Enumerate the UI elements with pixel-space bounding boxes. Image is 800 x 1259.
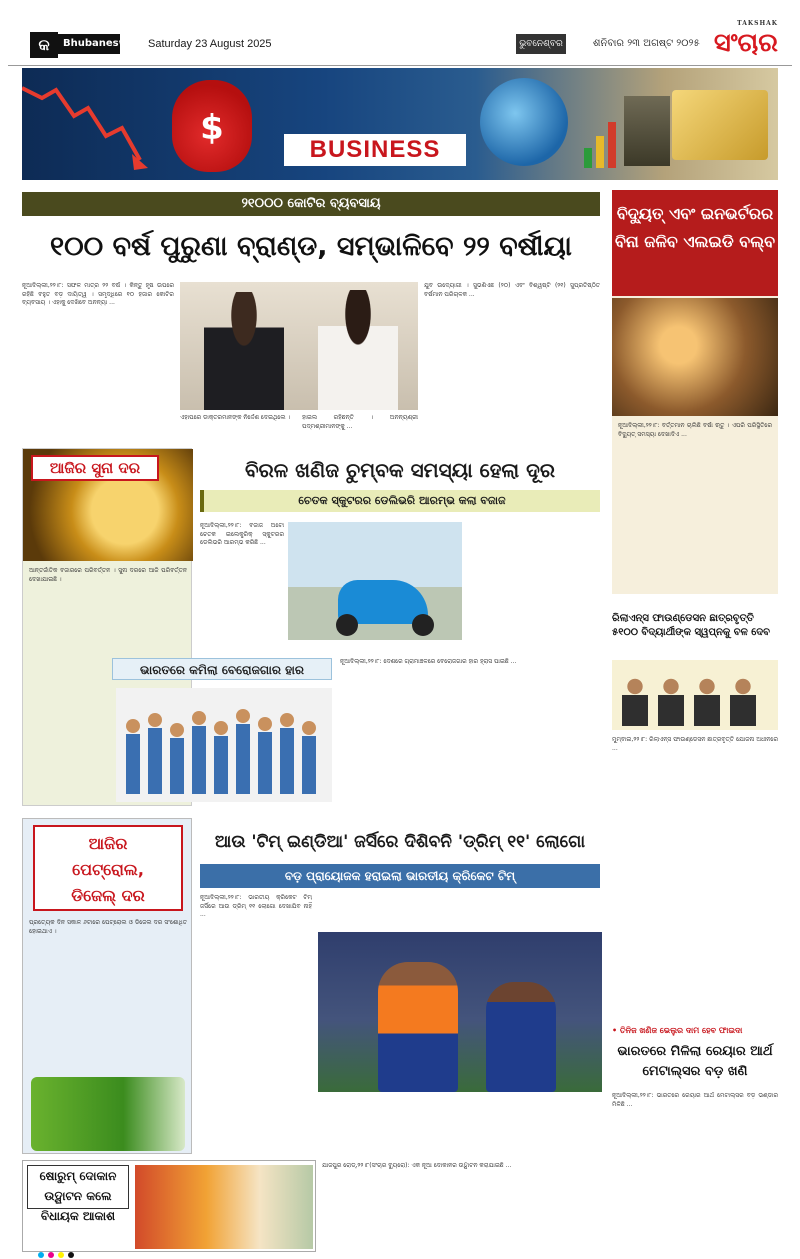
jobs-article-headline: ଭାରତରେ କମିଲା ବେରୋଜଗାର ହାର — [112, 658, 332, 680]
main-article-col-2: ଯୁବ ଉଦ୍ୟୋଗୀ । ସୁଭଶିଏଛ (୨୦) ଏବଂ ବିଶ୍ୱଷ୍ଟି (୨୧) ସୁପ୍ରତିଷ୍ଠିତ ବର୍ଷମାନ ପରିଚାଳକ ... — [424, 282, 600, 298]
led-bulb-title: ବିଦ୍ୟୁତ୍ ଏବଂ ଇନଭର୍ଟରର ବିନା ଜଳିବ ଏଲଇଡି ବଲ୍ବ — [612, 190, 778, 296]
led-bulb-body: ନୂଆଦିଲ୍ଲୀ,୨୨।୮: ବର୍ତ୍ତମାନ ଚାଲିଛି ବର୍ଷା ଋତୁ । ଏପରି ପରିସ୍ଥିତିରେ ବିଦ୍ୟୁତ୍ ସମସ୍ୟା ଦେଖାଦିଏ ... — [618, 422, 772, 438]
petrol-price-box — [22, 818, 192, 1154]
cricket-article-kicker: ବଡ଼ ପ୍ରାୟୋଜକ ହରାଇଲା ଭାରତୀୟ କ୍ରିକେଟ ଟିମ୍ — [200, 864, 600, 888]
scholarship-students-photo — [612, 660, 778, 730]
registration-mark-cyan — [38, 1252, 44, 1258]
person-photo-left — [204, 292, 284, 410]
magnet-article-headline: ବିରଳ ଖଣିଜ ଚୁମ୍ବକ ସମସ୍ୟା ହେଲା ଦୂର — [244, 458, 555, 482]
rare-earth-kicker: • ତିନିଜ ଖଣିଜ ଭେଲୁର ଦାମ ହେବ ଫାଇଦା — [612, 1026, 743, 1035]
petrol-price-body: ପ୍ରତ୍ୟେକ ଦିନ ସକାଳ ୬ଟାରେ ପେଟ୍ରୋଲ ଓ ଡିଜେଲ ଦର ସଂଶୋଧିତ ହୋଇଥାଏ । — [29, 919, 187, 935]
cash-stack-icon — [624, 96, 670, 166]
crowd-illustration — [116, 688, 332, 802]
magnet-article-col-2 — [466, 522, 600, 646]
fuel-nozzle-photo — [31, 1077, 185, 1151]
cricket-article-col-1: ନୂଆଦିଲ୍ଲୀ,୨୨।୮: ଭାରତୀୟ କ୍ରିକେଟ ଟିମ୍ ଜର୍ସିରେ ଆଉ ଡ୍ରିମ୍ ୧୧ ଲୋଗୋ ଦେଖାଯିବ ନାହିଁ ... — [200, 894, 312, 919]
main-article-kicker: ୨୧୦୦୦ କୋଟିର ବ୍ୟବସାୟ — [22, 192, 600, 216]
gold-price-body: ଆନ୍ତର୍ଜାତିକ ବଜାରରେ ପରିବର୍ତ୍ତନ । ସୁନା ଦରରେ ଆଜି ପରିବର୍ତ୍ତନ ଦେଖାଯାଇଛି । — [29, 567, 187, 583]
dollar-symbol: $ — [200, 108, 224, 148]
petrol-title-line-1: ଆଜିର — [88, 834, 128, 853]
petrol-title-line-3: ଡିଜେଲ୍ ଦର — [71, 886, 145, 905]
cricket-players-photo — [318, 932, 602, 1092]
reliance-article-headline: ରିଲାଏନ୍ସ ଫାଉଣ୍ଡେସନ ଛାତ୍ରବୃତ୍ତି ୫୧୦୦ ବିଦ୍ୟାର୍ଥୀଙ୍କ ସ୍ୱପ୍ନକୁ ବଳ ଦେବ — [612, 613, 770, 638]
student-4 — [730, 674, 756, 726]
scooter-wheel-front — [336, 614, 358, 636]
shop-inauguration-box — [22, 1160, 316, 1252]
student-3 — [694, 674, 720, 726]
city-tag-or: ଭୁବନେଶ୍ବର — [516, 34, 566, 54]
shop-article-body: ଯାଜପୁର ରୋଡ୍,୨୨।୮(ସଂଚାର ବ୍ୟୁରୋ): ଏକ ନୂଆ ଦୋକାନର ଉଦ୍ଘାଟନ କରାଯାଇଛି ... — [322, 1162, 512, 1169]
petrol-title-line-2: ପେଟ୍ରୋଲ, — [72, 860, 144, 879]
magnet-article-kicker: ଚେତକ ସ୍କୁଟରର ଡେଲିଭରି ଆରମ୍ଭ କଲା ବଜାଜ — [200, 490, 600, 512]
main-article-caption-left: ଏହାପରେ ଡାକ୍ତରମାନଙ୍କ ନିର୍ଦ୍ଦେଶ ଦେଇଥିଲେ । — [180, 414, 291, 421]
cricket-article-headline: ଆଉ 'ଟିମ୍ ଇଣ୍ଡିଆ' ଜର୍ସିରେ ଦିଶିବନି 'ଡ୍ରିମ୍ ୧୧' ଲୋଗୋ — [214, 832, 586, 852]
city-tag-en: Bhubaneswar — [58, 34, 120, 54]
rare-earth-body: ନୂଆଦିଲ୍ଲୀ,୨୨।୮: ଭାରତରେ ରେୟାର ଆର୍ଥ ମେଟାଲ୍ସର ବଡ଼ ଭଣ୍ଡାର ମିଳିଛି ... — [612, 1092, 778, 1108]
brand-logo — [713, 20, 778, 59]
gold-price-title: ଆଜିର ସୁନା ଦର — [31, 455, 159, 481]
brand-tagline: TAKSHAK — [737, 20, 778, 27]
registration-mark-black — [68, 1252, 74, 1258]
student-1 — [622, 674, 648, 726]
shop-inauguration-title: ଷୋରୁମ୍ ଦୋକାନ ଉଦ୍ଘାଟନ କଲେ ବିଧାୟକ ଆକାଶ — [27, 1165, 129, 1209]
globe-icon — [480, 78, 568, 166]
rising-bars-icon — [582, 108, 622, 168]
registration-mark-yellow — [58, 1252, 64, 1258]
gold-bars-icon — [672, 90, 768, 160]
money-bag-icon — [172, 80, 252, 172]
date-en: Saturday 23 August 2025 — [148, 38, 272, 50]
student-2 — [658, 674, 684, 726]
hanging-bulbs-photo — [612, 298, 778, 416]
scooter-wheel-rear — [412, 614, 434, 636]
reliance-article-body: ମୁମ୍ବାଇ,୨୨।୮: ରିଲାଏନ୍ସ ଫାଉଣ୍ଡେସନ ଛାତ୍ରବୃତ୍ତି ଯୋଜନା ଅଧୀନରେ ... — [612, 736, 778, 752]
main-article-col-1: ନୂଆଦିଲ୍ଲୀ,୨୨।୮: ସଫଳ ମାତ୍ର ୨୨ ବର୍ଷ । କିନ୍ତୁ ହୃଷ ଉପରେ ରହିଛି ବହୁତ ବଡ଼ ଦାୟିତ୍ୱ । ସମୃଦ୍ଧିରେ ୧୦ ହଜାର କୋଟିର ବ୍ୟବସାୟ । ଏହାକୁ ଦେଖିବେ ଅନନ୍ୟା ... — [22, 282, 174, 307]
registration-mark-magenta — [48, 1252, 54, 1258]
cricket-player-1 — [378, 962, 458, 1092]
main-article-caption-right: ହାଇଲ ରହିଛନ୍ତି । ଅନନ୍ୟଶ୍ରୀ ପଦ୍ମଶ୍ରୀମାନଙ୍କୁ ... — [302, 414, 418, 430]
jobs-article-body: ନୂଆଦିଲ୍ଲୀ,୨୨।୮: ଦେଶରେ ଗ୍ରାମାଞ୍ଚଳରେ ବେରୋଜଗାର ହାର ହ୍ରାସ ପାଇଛି ... — [340, 658, 517, 665]
business-banner — [22, 68, 778, 180]
scooter-photo — [288, 522, 462, 640]
paper-badge: କ — [30, 32, 58, 58]
falling-chart-icon — [22, 68, 162, 180]
date-or: ଶନିବାର ୨୩ ଅଗଷ୍ଟ ୨୦୨୫ — [593, 38, 700, 49]
shop-inauguration-photo — [135, 1165, 313, 1249]
led-bulb-box — [612, 190, 778, 594]
petrol-price-title — [33, 825, 183, 911]
person-photo-right — [318, 290, 398, 410]
main-article-headline: ୧୦୦ ବର୍ଷ ପୁରୁଣା ବ୍ରାଣ୍ଡ, ସମ୍ଭାଳିବେ ୨୨ ବର୍ଷୀୟା — [50, 231, 572, 262]
cricket-article-col-2 — [318, 1096, 602, 1154]
cricket-player-2 — [486, 982, 556, 1092]
rare-earth-headline: ଭାରତରେ ମିଳିଲା ରେୟାର ଆର୍ଥ ମେଟାଲ୍ସର ବଡ଼ ଖଣି — [617, 1044, 773, 1079]
masthead — [8, 12, 792, 66]
main-article-photo — [180, 282, 418, 410]
brand-name: ସଂଚାର — [713, 28, 778, 58]
magnet-article-col-1: ନୂଆଦିଲ୍ଲୀ,୨୨।୮: ବଜାଜ ଅଟୋ ଚେତକ ଇଲେକ୍ଟ୍ରିକ୍ ସ୍କୁଟରର ଡେଲିଭରି ଆରମ୍ଭ କରିଛି ... — [200, 522, 284, 547]
business-label: BUSINESS — [284, 134, 466, 166]
